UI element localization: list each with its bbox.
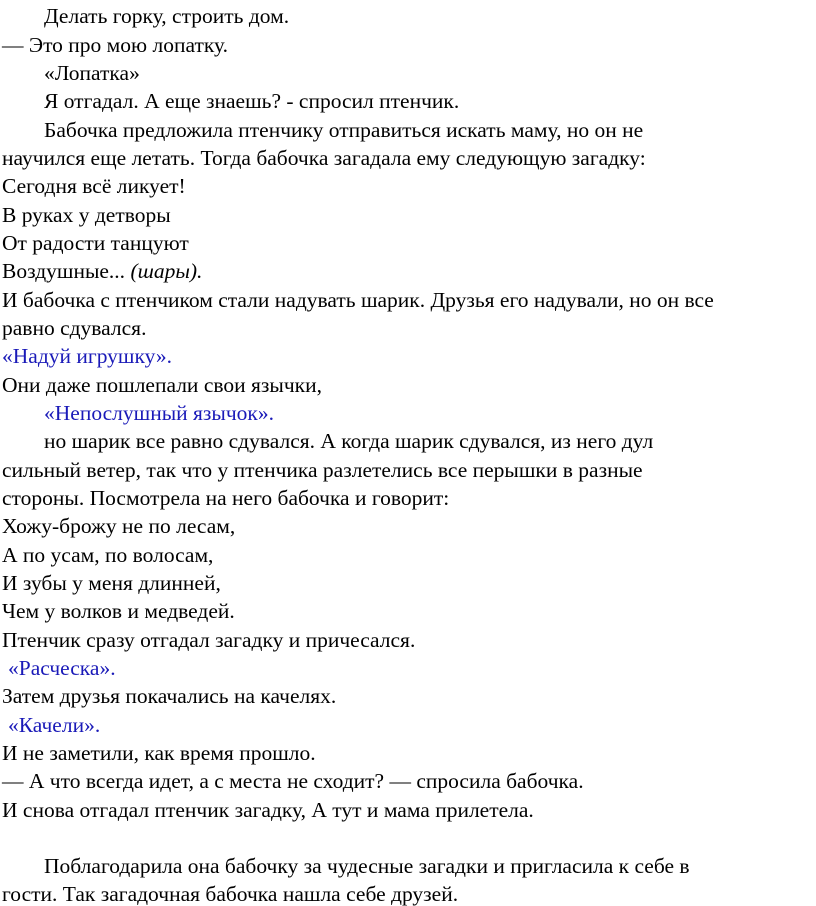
text-line: Они даже пошлепали свои язычки, xyxy=(2,373,322,397)
text-line: равно сдувался. xyxy=(2,316,147,340)
text-line: стороны. Посмотрела на него бабочка и говорит: xyxy=(2,486,450,510)
poem-line: Хожу-брожу не по лесам, xyxy=(2,514,236,538)
text-line: И снова отгадал птенчик загадку, А тут и мама прилетела. xyxy=(2,798,534,822)
text-line: — А что всегда идет, а с места не сходит? — спросила бабочка. xyxy=(2,769,584,793)
text-line: гости. Так загадочная бабочка нашла себе друзей. xyxy=(2,882,459,906)
poem-line xyxy=(2,261,202,283)
exercise-title: «Непослушный язычок». xyxy=(44,401,274,425)
poem-line: Чем у волков и медведей. xyxy=(2,599,235,623)
text-line: «Лопатка» xyxy=(44,61,140,85)
poem-line: Сегодня всё ликует! xyxy=(2,174,186,198)
text-line: Делать горку, строить дом. xyxy=(44,4,290,28)
poem-text: Воздушные... xyxy=(2,259,126,283)
text-line: но шарик все равно сдувался. А когда шарик сдувался, из него дул xyxy=(44,429,654,453)
text-line: Я отгадал. А еще знаешь? - спросил птенчик. xyxy=(44,89,460,113)
text-line: Затем друзья покачались на качелях. xyxy=(2,684,337,708)
text-line: Бабочка предложила птенчику отправиться искать маму, но он не xyxy=(44,118,644,142)
exercise-title: «Надуй игрушку». xyxy=(2,344,173,368)
text-line: И бабочка с птенчиком стали надувать шарик. Друзья его надували, но он все xyxy=(2,288,714,312)
text-line: научился еще летать. Тогда бабочка загадала ему следующую загадку: xyxy=(2,146,646,170)
poem-line: А по усам, по волосам, xyxy=(2,543,214,567)
exercise-title: «Расческа». xyxy=(8,656,116,680)
riddle-answer: (шары). xyxy=(130,259,203,283)
text-line: сильный ветер, так что у птенчика разлетелись все перышки в разные xyxy=(2,458,643,482)
text-line: — Это про мою лопатку. xyxy=(2,33,228,57)
text-line: И не заметили, как время прошло. xyxy=(2,741,316,765)
text-line: Поблагодарила она бабочку за чудесные загадки и пригласила к себе в xyxy=(44,854,690,878)
exercise-title: «Качели». xyxy=(8,713,101,737)
poem-line: В руках у детворы xyxy=(2,203,171,227)
text-line: Птенчик сразу отгадал загадку и причесался. xyxy=(2,628,416,652)
poem-line: И зубы у меня длинней, xyxy=(2,571,221,595)
poem-line: От радости танцуют xyxy=(2,231,189,255)
